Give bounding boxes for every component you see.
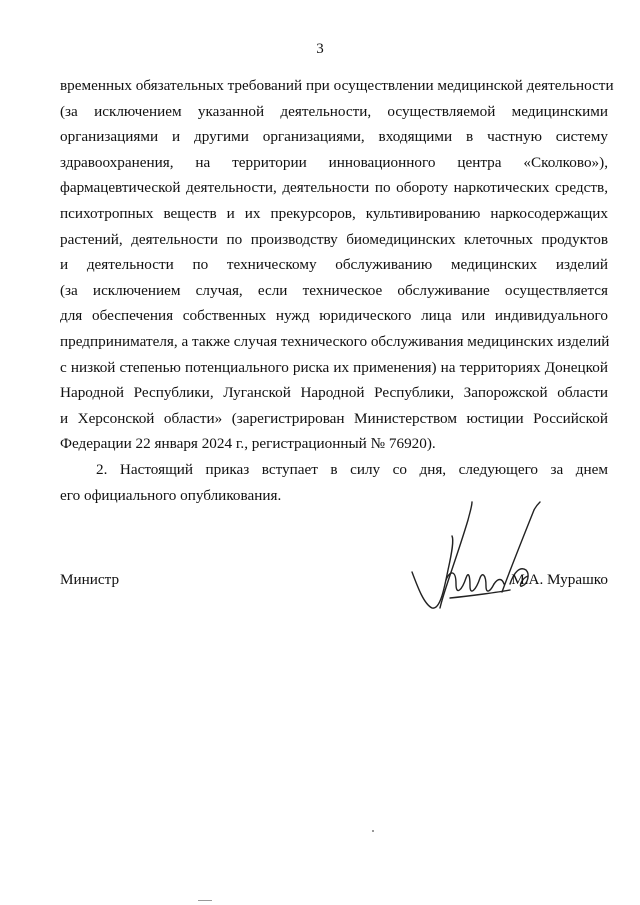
text-line: и Херсонской области» (зарегистрирован Министерством юстиции Российской: [60, 409, 608, 427]
page-number: 3: [316, 41, 324, 57]
text-line: его официального опубликования.: [60, 486, 282, 504]
signer-name: М.А. Мурашко: [511, 571, 608, 588]
text-line: с низкой степенью потенциального риска их применения) на территориях Донецкой: [60, 358, 608, 376]
text-line: временных обязательных требований при осуществлении медицинской деятельности: [60, 77, 614, 94]
scan-speck: [372, 830, 374, 832]
document-body: [60, 73, 614, 508]
text-line: и деятельности по техническому обслуживанию медицинских изделий: [60, 256, 608, 274]
text-line: психотропных веществ и их прекурсоров, культивированию наркосодержащих: [60, 204, 608, 222]
text-line: (за исключением случая, если техническое обслуживание осуществляется: [60, 281, 608, 299]
signature-block: [60, 560, 608, 620]
text-line: организациями и другими организациями, входящими в частную систему: [60, 128, 608, 146]
handwritten-signature: [410, 500, 560, 620]
signer-position: Министр: [60, 571, 120, 588]
text-line: фармацевтической деятельности, деятельности по обороту наркотических средств,: [60, 179, 608, 197]
text-line: 2. Настоящий приказ вступает в силу со дня, следующего за днем: [96, 460, 608, 478]
text-line: предпринимателя, а также случая технического обслуживания медицинских изделий: [60, 332, 610, 350]
text-line: Народной Республики, Луганской Народной Республики, Запорожской области: [60, 384, 608, 402]
text-line: (за исключением указанной деятельности, осуществляемой медицинскими: [60, 102, 608, 120]
scan-speck: [198, 900, 212, 901]
text-line: растений, деятельности по производству биомедицинских клеточных продуктов: [60, 230, 608, 248]
text-line: Федерации 22 января 2024 г., регистрационный № 76920).: [60, 435, 436, 453]
text-line: здравоохранения, на территории инновационного центра «Сколково»),: [60, 153, 608, 171]
text-line: для обеспечения собственных нужд юридического лица или индивидуального: [60, 307, 608, 325]
